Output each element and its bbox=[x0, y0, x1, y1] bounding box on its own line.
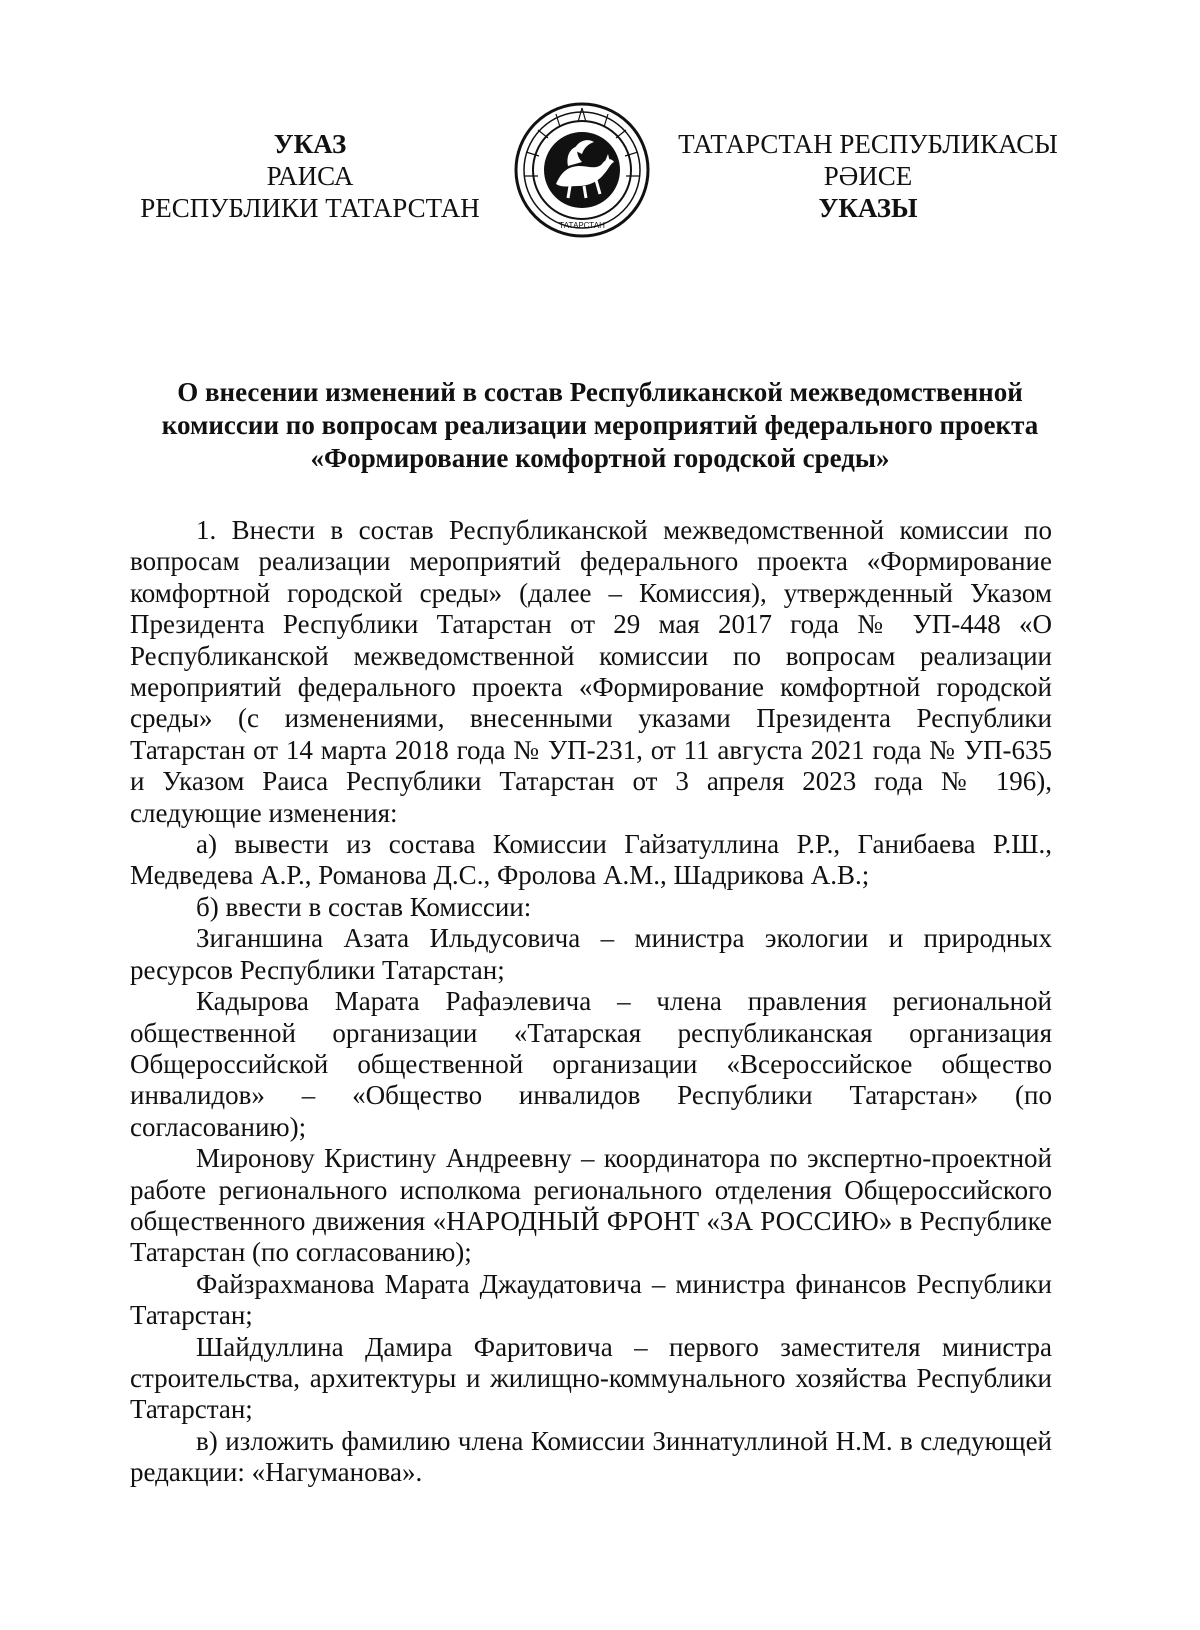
issuer-region: РЕСПУБЛИКИ ТАТАРСТАН bbox=[140, 193, 480, 223]
paragraph-member-entry: Зиганшина Азата Ильдусовича – министра экологии и природных ресурсов Республики Татарстан; bbox=[130, 923, 1052, 985]
decree-label-tatar: УКАЗЫ bbox=[818, 193, 918, 223]
tatarstan-coat-of-arms-icon bbox=[512, 100, 652, 240]
paragraph-subclause-a: а) вывести из состава Комиссии Гайзатуллина Р.Р., Ганибаева Р.Ш., Медведева А.Р., Романова Д.С., Фролова А.М., Шадрикова А.В.; bbox=[130, 829, 1052, 891]
document-body bbox=[130, 515, 1052, 1489]
issuer-header-tatar bbox=[668, 128, 1068, 224]
paragraph-subclause-b: б) ввести в состав Комиссии: bbox=[196, 891, 532, 922]
decree-label: УКАЗ bbox=[273, 129, 347, 159]
paragraph-member-entry: Миронову Кристину Андреевну – координатора по экспертно-проектной работе регионального исполкома регионального отделения Общероссийского общественного движения «НАРОДНЫЙ ФРОНТ «ЗА РОССИЮ» в Республике Татарстан (по согласованию); bbox=[130, 1143, 1052, 1268]
paragraph-member-entry: Файзрахманова Марата Джаудатовича – министра финансов Республики Татарстан; bbox=[130, 1268, 1052, 1331]
title-line: О внесении изменений в состав Республиканской межведомственной bbox=[177, 377, 1023, 407]
paragraph-clause-1: 1. Внести в состав Республиканской межведомственной комиссии по вопросам реализации мероприятий федерального проекта «Формирование комфортной городской среды» (далее – Комиссия), утвержденный Указом Президента Республики Татарстан от 29 мая 2017 года № УП-448 «О Республиканской межведомственной комиссии по вопросам реализации мероприятий федерального проекта «Формирование комфортной городской среды» (с изменениями, внесенными указами Президента Республики Татарстан от 14 марта 2018 года № УП-231, от 11 августа 2021 года № УП-635 и Указом Раиса Республики Татарстан от 3 апреля 2023 года № 196), следующие изменения: bbox=[130, 515, 1052, 828]
paragraph-subclause-v: в) изложить фамилию члена Комиссии Зиннатуллиной Н.М. в следующей редакции: «Нагуманова». bbox=[130, 1425, 1052, 1488]
emblem-text: ТАТАРСТАН bbox=[559, 221, 605, 230]
title-line: комиссии по вопросам реализации мероприятий федерального проекта bbox=[161, 410, 1039, 440]
issuer-title: РАИСА bbox=[266, 161, 354, 191]
issuer-header-russian bbox=[130, 128, 490, 224]
paragraph-member-entry: Шайдуллина Дамира Фаритовича – первого заместителя министра строительства, архитектуры и жилищно-коммунального хозяйства Республики Татарстан; bbox=[130, 1331, 1052, 1425]
title-line: «Формирование комфортной городской среды» bbox=[310, 443, 890, 473]
issuer-title-tatar: РӘИСЕ bbox=[823, 161, 913, 191]
paragraph-member-entry: Кадырова Марата Рафаэлевича – члена правления региональной общественной организации «Татарская республиканская организация Общероссийской общественной организации «Всероссийское общество инвалидов» – «Общество инвалидов Республики Татарстан» (по согласованию); bbox=[130, 986, 1052, 1142]
issuer-region-tatar: ТАТАРСТАН РЕСПУБЛИКАСЫ bbox=[678, 129, 1058, 159]
document-title bbox=[120, 376, 1080, 475]
